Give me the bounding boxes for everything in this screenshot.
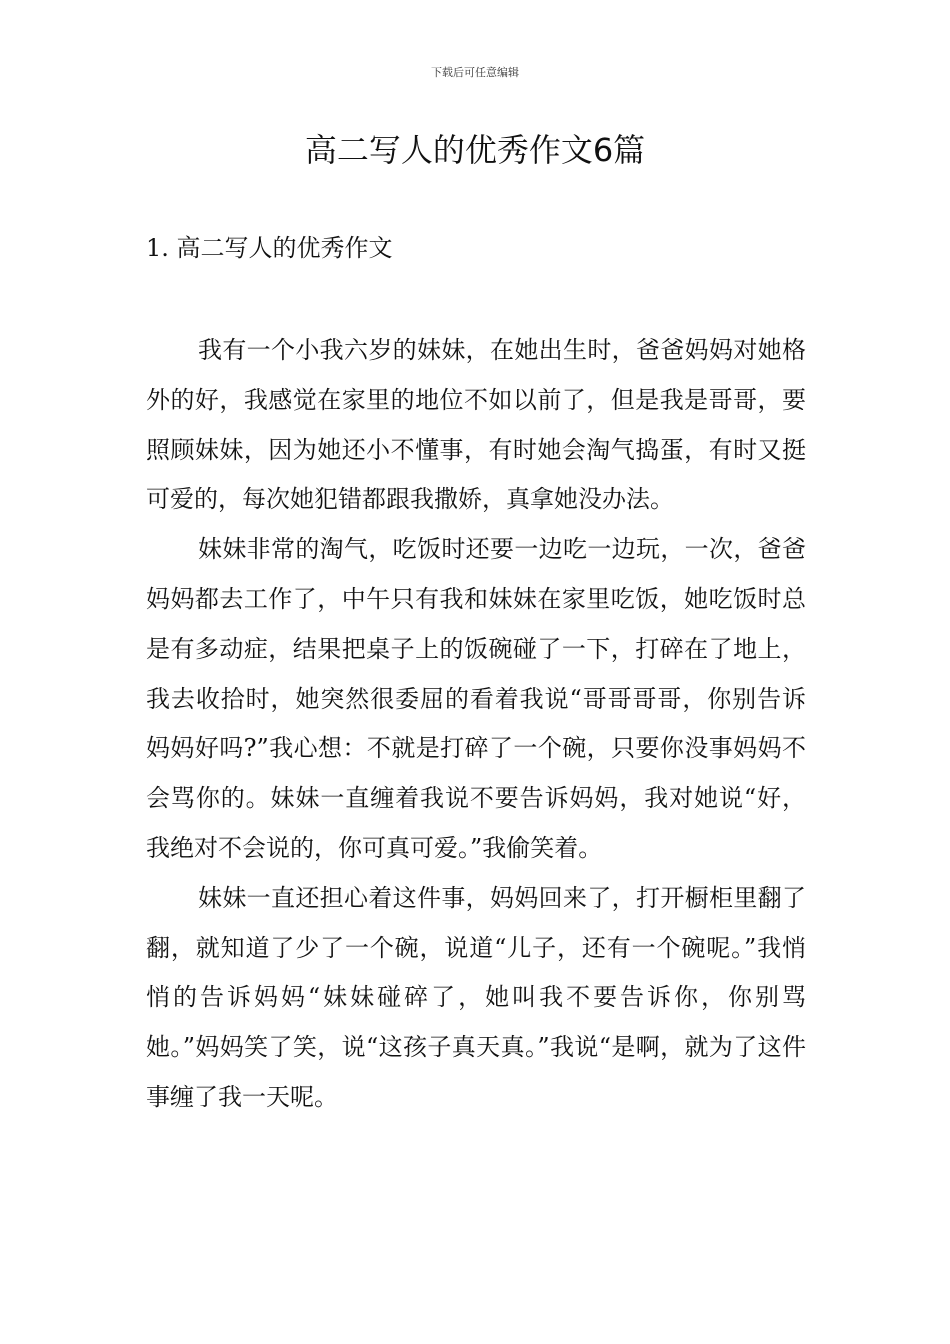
section-heading: 1. 高二写人的优秀作文: [146, 234, 393, 262]
header-note: 下载后可任意编辑: [431, 66, 519, 79]
paragraph: 妹妹非常的淘气，吃饭时还要一边吃一边玩，一次，爸爸妈妈都去工作了，中午只有我和妹妹在家里吃饭，她吃饭时总是有多动症，结果把桌子上的饭碗碰了一下，打碎在了地上，我去收拾时，她突然很委屈的看着我说“哥哥哥哥，你别告诉妈妈好吗?”我心想：不就是打碎了一个碗，只要你没事妈妈不会骂你的。妹妹一直缠着我说不要告诉妈妈，我对她说“好，我绝对不会说的，你可真可爱。”我偷笑着。: [146, 535, 806, 862]
section-body: [146, 326, 806, 1123]
paragraph: 妹妹一直还担心着这件事，妈妈回来了，打开橱柜里翻了翻，就知道了少了一个碗，说道“儿子，还有一个碗呢。”我悄悄的告诉妈妈“妹妹碰碎了，她叫我不要告诉你，你别骂她。”妈妈笑了笑，说“这孩子真天真。”我说“是啊，就为了这件事缠了我一天呢。: [146, 883, 806, 1111]
paragraph: 我有一个小我六岁的妹妹，在她出生时，爸爸妈妈对她格外的好，我感觉在家里的地位不如以前了，但是我是哥哥，要照顾妹妹，因为她还小不懂事，有时她会淘气捣蛋，有时又挺可爱的，每次她犯错都跟我撒娇，真拿她没办法。: [146, 336, 806, 514]
document-title: 高二写人的优秀作文6篇: [304, 131, 646, 169]
